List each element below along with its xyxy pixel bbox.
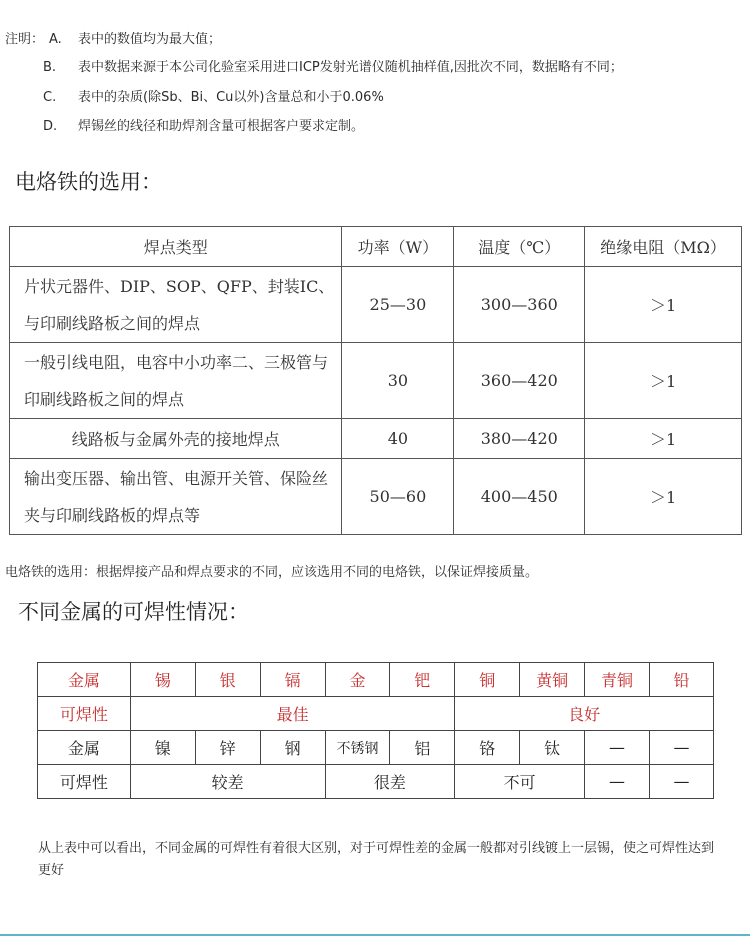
- metal-cell: 铬: [455, 731, 520, 765]
- solderability-poor: 较差: [130, 765, 325, 799]
- metal-cell: —: [649, 731, 713, 765]
- conclusion-note: 从上表中可以看出，不同金属的可焊性有着很大区别，对于可焊性差的金属一般都对引线镀上一层锡，使之可焊性达到更好: [38, 841, 715, 878]
- solderability-label: 可焊性: [38, 765, 131, 799]
- temperature-cell: 380—420: [454, 419, 585, 459]
- power-cell: 30: [342, 343, 454, 419]
- solderability-very-poor: 很差: [325, 765, 455, 799]
- solderability-good: 良好: [455, 697, 714, 731]
- header-cell: 焊点类型: [10, 227, 342, 267]
- metal-cell: —: [585, 731, 650, 765]
- temperature-cell: 300—360: [454, 267, 585, 343]
- metal-cell: 钯: [390, 663, 455, 697]
- resistance-cell: ＞1: [585, 419, 742, 459]
- resistance-cell: ＞1: [585, 459, 742, 535]
- dash-cell: —: [649, 765, 713, 799]
- table-row: [38, 731, 714, 765]
- temperature-cell: 360—420: [454, 343, 585, 419]
- dash-cell: —: [585, 765, 650, 799]
- table-row: [10, 459, 742, 535]
- note-letter: C.: [43, 90, 57, 105]
- header-cell: 温度（℃）: [454, 227, 585, 267]
- resistance-cell: ＞1: [585, 343, 742, 419]
- note-letter: B.: [43, 60, 57, 75]
- iron-selection-note: 电烙铁的选用：根据焊接产品和焊点要求的不同，应该选用不同的电烙铁，以保证焊接质量。: [5, 565, 539, 580]
- resistance-cell: ＞1: [585, 267, 742, 343]
- header-cell: 功率（W）: [342, 227, 454, 267]
- table-row: [10, 267, 742, 343]
- table-row: [10, 343, 742, 419]
- metal-cell: 锡: [130, 663, 195, 697]
- table-row: [38, 697, 714, 731]
- temperature-cell: 400—450: [454, 459, 585, 535]
- joint-type-cell: 输出变压器、输出管、电源开关管、保险丝夹与印刷线路板的焊点等: [10, 459, 342, 535]
- note-text: 焊锡丝的线径和助焊剂含量可根据客户要求定制。: [78, 119, 365, 134]
- header-cell: 绝缘电阻（MΩ）: [585, 227, 742, 267]
- metal-cell: 铜: [455, 663, 520, 697]
- iron-section-title: 电烙铁的选用：: [15, 170, 162, 194]
- solderability-label: 可焊性: [38, 697, 131, 731]
- table-row: [38, 765, 714, 799]
- note-text: 表中的杂质(除Sb、Bi、Cu以外)含量总和小于0.06%: [78, 90, 384, 105]
- joint-type-cell: 片状元器件、DIP、SOP、QFP、封装IC、与印刷线路板之间的焊点: [10, 267, 342, 343]
- table-header-row: [10, 227, 742, 267]
- power-cell: 50—60: [342, 459, 454, 535]
- metal-cell: 青铜: [585, 663, 650, 697]
- metal-cell: 钛: [520, 731, 585, 765]
- note-text: 表中的数值均为最大值；: [78, 32, 222, 47]
- metal-label: 金属: [38, 663, 131, 697]
- metal-cell: 镉: [260, 663, 325, 697]
- metal-cell: 镍: [130, 731, 195, 765]
- joint-type-cell: 线路板与金属外壳的接地焊点: [10, 419, 342, 459]
- solderability-impossible: 不可: [455, 765, 585, 799]
- metal-cell: 钢: [260, 731, 325, 765]
- solderability-best: 最佳: [130, 697, 454, 731]
- metal-cell: 锌: [195, 731, 260, 765]
- note-letter: D.: [43, 119, 58, 134]
- metal-section-title: 不同金属的可焊性情况：: [18, 600, 249, 624]
- metal-cell: 铅: [649, 663, 713, 697]
- table-row: [38, 663, 714, 697]
- solderability-table: [37, 662, 714, 799]
- metal-cell: 黄铜: [520, 663, 585, 697]
- joint-type-cell: 一般引线电阻，电容中小功率二、三极管与印刷线路板之间的焊点: [10, 343, 342, 419]
- power-cell: 40: [342, 419, 454, 459]
- note-text: 表中数据来源于本公司化验室采用进口ICP发射光谱仪随机抽样值,因批次不同，数据略有不同；: [78, 60, 623, 75]
- table-row: [10, 419, 742, 459]
- notes-prefix: 注明：: [5, 32, 45, 47]
- metal-label: 金属: [38, 731, 131, 765]
- bottom-divider: [0, 934, 750, 936]
- metal-cell: 铝: [390, 731, 455, 765]
- metal-cell: 不锈钢: [325, 731, 390, 765]
- metal-cell: 银: [195, 663, 260, 697]
- power-cell: 25—30: [342, 267, 454, 343]
- note-letter: A.: [49, 32, 62, 47]
- metal-cell: 金: [325, 663, 390, 697]
- iron-table: [9, 226, 742, 535]
